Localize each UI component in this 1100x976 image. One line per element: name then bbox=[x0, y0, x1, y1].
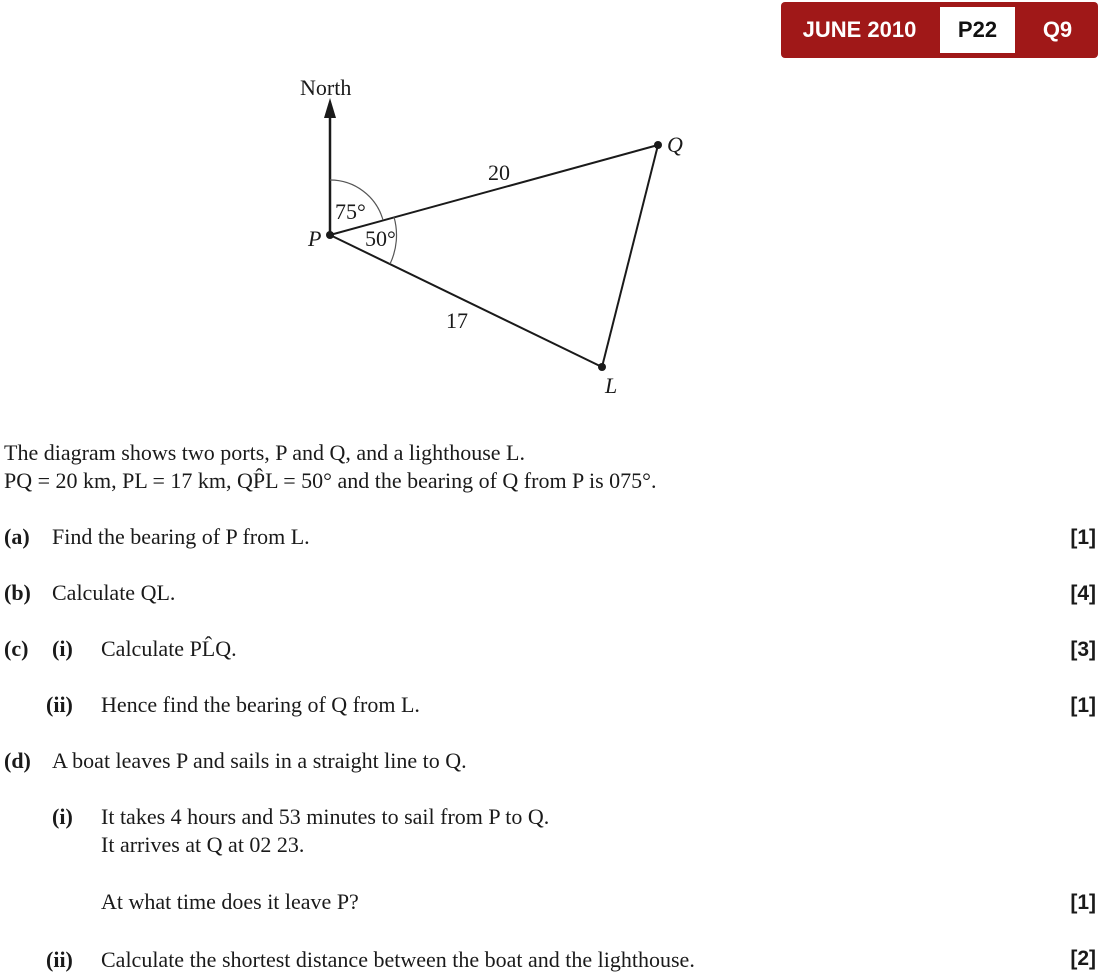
part-c-ii-marks: [1] bbox=[1070, 694, 1096, 717]
part-c-ii-label: (ii) bbox=[46, 692, 73, 717]
part-a-label: (a) bbox=[4, 524, 30, 549]
part-c-i-marks: [3] bbox=[1070, 638, 1096, 661]
part-c-i-label: (i) bbox=[52, 636, 73, 661]
question-number: Q9 bbox=[1042, 17, 1073, 42]
exam-date: JUNE 2010 bbox=[802, 17, 917, 42]
part-d-i-label: (i) bbox=[52, 804, 73, 829]
side-ql bbox=[602, 145, 658, 367]
part-d-i-line-2: It arrives at Q at 02 23. bbox=[101, 832, 305, 857]
part-a-marks: [1] bbox=[1070, 526, 1096, 549]
angle-50: 50° bbox=[365, 226, 396, 251]
question-reference-badge bbox=[781, 2, 1098, 58]
intro-line-1: The diagram shows two ports, P and Q, and a lighthouse L. bbox=[4, 440, 525, 465]
part-c-label: (c) bbox=[4, 636, 29, 661]
label-l: L bbox=[605, 373, 618, 398]
angle-75: 75° bbox=[335, 199, 366, 224]
side-pl bbox=[330, 235, 602, 367]
part-a-text: Find the bearing of P from L. bbox=[52, 524, 310, 549]
part-b-marks: [4] bbox=[1070, 582, 1096, 605]
part-d-ii-marks: [2] bbox=[1070, 947, 1096, 970]
length-pq: 20 bbox=[488, 160, 510, 185]
north-arrowhead-icon bbox=[324, 98, 336, 118]
north-label: North bbox=[300, 75, 352, 100]
paper-number: P22 bbox=[940, 7, 1015, 53]
length-pl: 17 bbox=[446, 308, 468, 333]
part-a bbox=[4, 524, 30, 550]
part-d-i-marks: [1] bbox=[1070, 891, 1096, 914]
point-p bbox=[326, 231, 334, 239]
side-pq bbox=[330, 145, 658, 235]
bearing-diagram bbox=[0, 60, 760, 400]
part-d-text: A boat leaves P and sails in a straight line to Q. bbox=[52, 748, 467, 773]
part-c-ii-text: Hence find the bearing of Q from L. bbox=[101, 692, 420, 717]
part-b-label: (b) bbox=[4, 580, 31, 605]
part-d-ii-label: (ii) bbox=[46, 947, 73, 972]
point-q bbox=[654, 141, 662, 149]
part-c-i-text: Calculate PL̂Q. bbox=[101, 636, 237, 661]
part-d-i-question: At what time does it leave P? bbox=[101, 889, 359, 914]
part-d-i-line-1: It takes 4 hours and 53 minutes to sail from P to Q. bbox=[101, 804, 550, 829]
label-p: P bbox=[308, 226, 322, 251]
part-b-text: Calculate QL. bbox=[52, 580, 176, 605]
part-d-label: (d) bbox=[4, 748, 31, 773]
label-q: Q bbox=[667, 132, 683, 157]
part-d-ii-text: Calculate the shortest distance between the boat and the lighthouse. bbox=[101, 947, 695, 972]
intro-line-2: PQ = 20 km, PL = 17 km, QP̂L = 50° and the bearing of Q from P is 075°. bbox=[4, 468, 657, 493]
point-l bbox=[598, 363, 606, 371]
